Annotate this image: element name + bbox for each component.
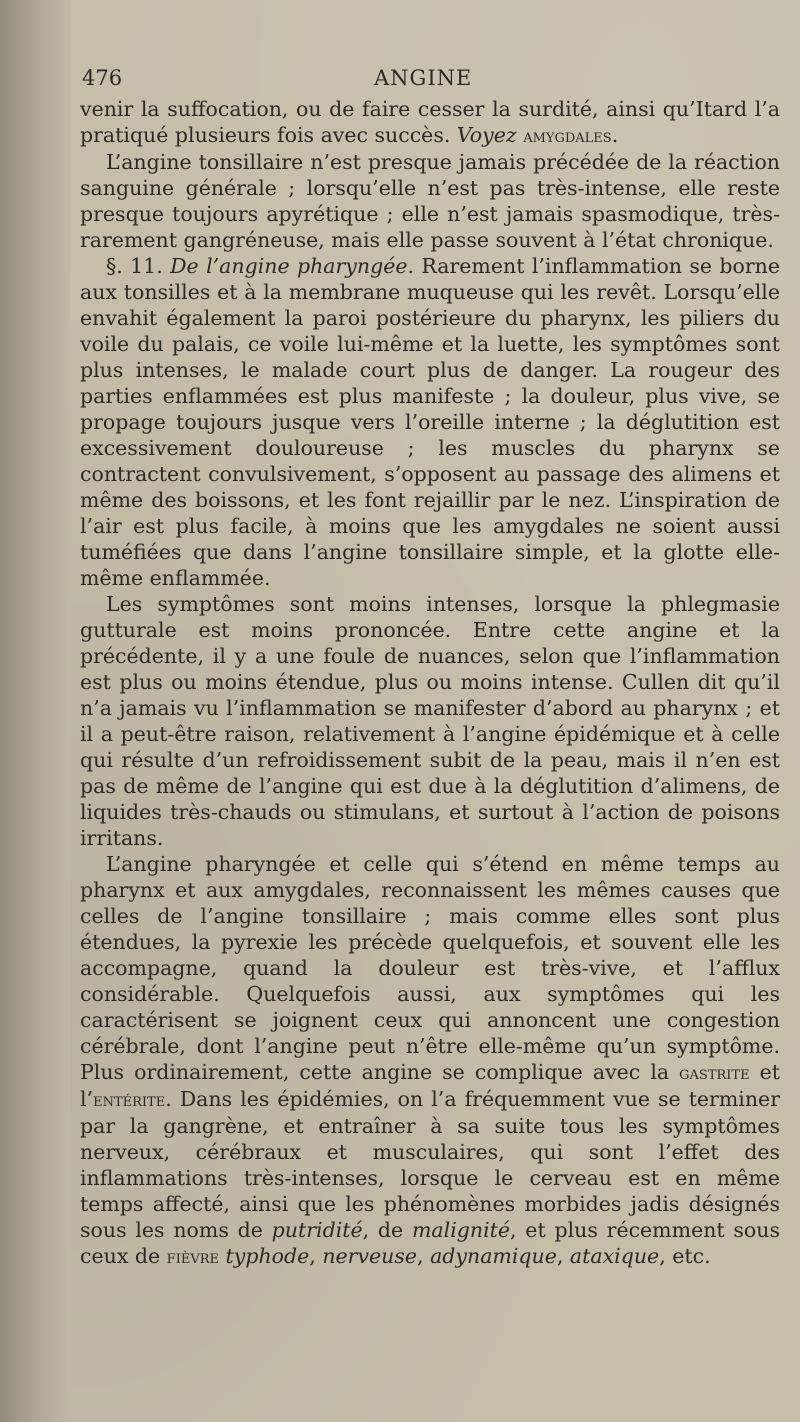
small-caps-span: entérite bbox=[93, 1089, 166, 1111]
italic-span: putridité bbox=[271, 1218, 363, 1242]
small-caps-span: fièvre bbox=[166, 1246, 219, 1268]
text-span: venir la suffocation, ou de faire cesser la surdité, ainsi qu’Itard l’a pratiqué plusieurs fois avec succès. bbox=[80, 97, 780, 147]
text-span: §. 11. bbox=[106, 254, 171, 278]
text-span: L’angine pharyngée et celle qui s’étend en même temps au pharynx et aux amygdales, reconnaissent les mêmes causes que celles de l’angine tonsillaire ; mais comme elles sont plus étendues, la pyrexie les précède quelquefois, et souvent elle les accompagne, quand la douleur est très-vive, et l’afflux considérable. Quelquefois aussi, aux symptômes qui les caractérisent se joignent ceux qui annoncent une congestion cérébrale, dont l’angine peut n’être elle-même qu’un symptôme. Plus ordinairement, cette angine se complique avec la bbox=[80, 852, 780, 1084]
text-span: et l’ bbox=[80, 1060, 780, 1111]
italic-span: nerveuse bbox=[322, 1244, 418, 1268]
paragraph bbox=[80, 149, 780, 253]
text-span: , et plus récemment sous ceux de bbox=[80, 1218, 781, 1268]
text-span: , etc. bbox=[659, 1244, 711, 1268]
body-text bbox=[80, 96, 780, 1270]
italic-span: typhode bbox=[225, 1244, 310, 1268]
small-caps-span: gastrite bbox=[679, 1062, 750, 1084]
paragraph bbox=[80, 591, 780, 851]
text-span: , bbox=[556, 1244, 570, 1268]
running-header bbox=[82, 66, 772, 94]
italic-span: malignité bbox=[411, 1218, 511, 1242]
text-span: , bbox=[309, 1244, 323, 1268]
book-spine-shadow bbox=[0, 0, 70, 1422]
small-caps-span: amygdales bbox=[523, 125, 612, 147]
text-span: . Dans les épidémies, on l’a fréquemment vue se terminer par la gangrène, et entraîner à sa suite tous les symptômes nerveux, cérébraux et musculaires, qui sont l’effet des inflammations très-intenses, lorsque le cerveau est en même temps affecté, ainsi que les phénomènes morbides jadis désignés sous les noms de bbox=[80, 1087, 780, 1242]
italic-span: adynamique bbox=[430, 1244, 557, 1268]
italic-span: Voyez bbox=[456, 123, 517, 147]
text-span: , de bbox=[362, 1218, 412, 1242]
paragraph bbox=[80, 253, 780, 591]
text-span: , bbox=[417, 1244, 431, 1268]
page-number: 476 bbox=[82, 66, 123, 90]
italic-span: De l’angine pharyngée. bbox=[170, 254, 414, 278]
running-head-title: ANGINE bbox=[374, 66, 473, 90]
text-span: L’angine tonsillaire n’est presque jamais précédée de la réaction sanguine générale ; lorsqu’elle n’est pas très-intense, elle reste presque toujours apyrétique ; elle n’est jamais spasmodique, très-rarement gangréneuse, mais elle passe souvent à l’état chronique. bbox=[80, 150, 780, 252]
paragraph bbox=[80, 851, 780, 1270]
text-span: Les symptômes sont moins intenses, lorsque la phlegmasie gutturale est moins prononcée. Entre cette angine et la précédente, il y a une foule de nuances, selon que l’inflammation est plus ou moins étendue, plus ou moins intense. Cullen dit qu’il n’a jamais vu l’inflammation se manifester d’abord au pharynx ; et il a peut-être raison, relativement à l’angine épidémique et à celle qui résulte d’un refroidissement subit de la peau, mais il n’en est pas de même de l’angine qui est due à la déglutition d’alimens, de liquides très-chauds ou stimulans, et surtout à l’action de poisons irritans. bbox=[80, 592, 780, 850]
italic-span: ataxique bbox=[569, 1244, 660, 1268]
text-span: Rarement l’inflammation se borne aux tonsilles et à la membrane muqueuse qui les revêt. Lorsqu’elle envahit également la paroi postérieure du pharynx, les piliers du voile du palais, ce voile lui-même et la luette, les symptômes sont plus intenses, le malade court plus de danger. La rougeur des parties enflammées est plus manifeste ; la douleur, plus vive, se propage toujours jusque vers l’oreille interne ; la déglutition est excessivement douloureuse ; les muscles du pharynx se contractent convulsivement, s’opposent au passage des alimens et même des boissons, et les font rejaillir par le nez. L’inspiration de l’air est plus facile, à moins que les amygdales ne soient aussi tuméfiées que dans l’angine tonsillaire simple, et la glotte elle-même enflammée. bbox=[80, 254, 780, 590]
text-span: . bbox=[611, 123, 619, 147]
paragraph bbox=[80, 96, 780, 149]
